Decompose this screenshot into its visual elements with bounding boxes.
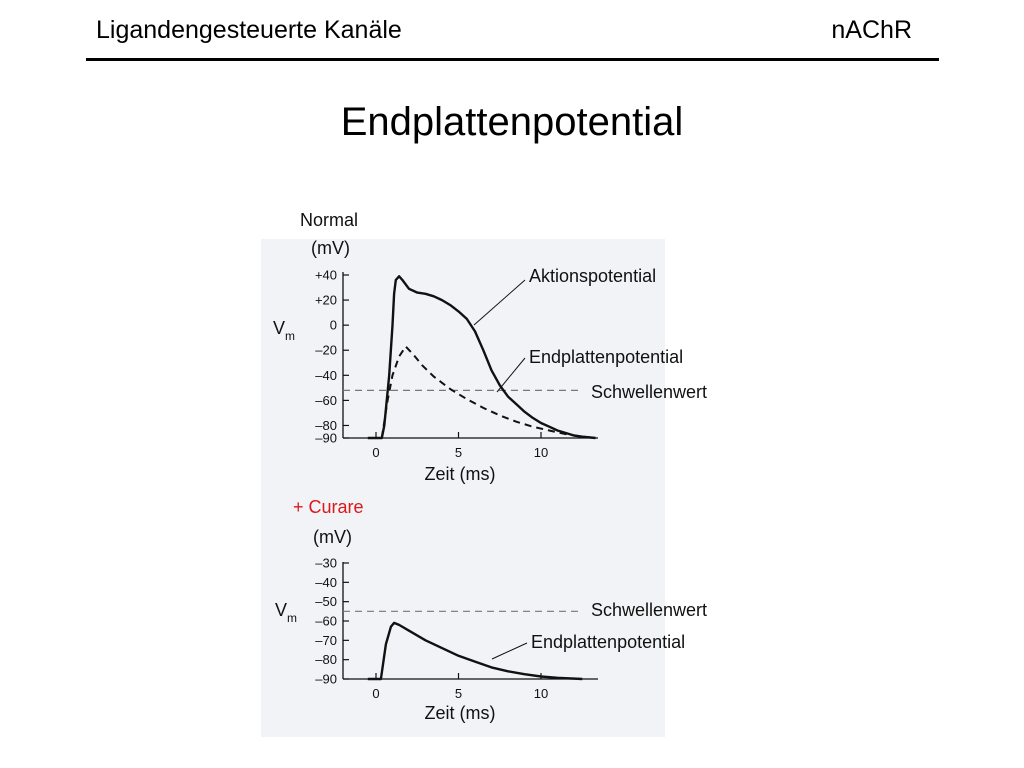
y-tick-label: –30 xyxy=(315,555,337,571)
annotation-aktionspotential: Aktionspotential xyxy=(529,266,657,286)
y-tick-label: –70 xyxy=(315,632,337,648)
x-tick-label: 5 xyxy=(454,445,463,460)
y-tick-label: –20 xyxy=(315,342,337,358)
x-tick-label: 0 xyxy=(372,686,380,701)
y-tick-label: –80 xyxy=(315,652,337,668)
y-label-v: V xyxy=(273,318,286,338)
y-tick-label: 0 xyxy=(329,317,337,333)
y-axis-label-curare xyxy=(275,600,297,625)
y-tick-label: –40 xyxy=(315,367,337,383)
x-tick-label: 5 xyxy=(454,686,463,701)
y-tick-label: +20 xyxy=(314,292,337,308)
x-axis-label-curare: Zeit (ms) xyxy=(424,703,496,723)
y-unit-curare: (mV) xyxy=(313,527,352,547)
header-topic: Ligandengesteuerte Kanäle xyxy=(96,16,402,44)
leader-endplattenpotential-curare xyxy=(492,643,527,659)
annotation-endplattenpotential-curare: Endplattenpotential xyxy=(531,632,686,652)
chart-normal xyxy=(273,210,707,484)
y-tick-label: –40 xyxy=(315,574,337,590)
threshold-label-curare: Schwellenwert xyxy=(591,600,708,620)
y-label-sub: m xyxy=(285,329,296,343)
y-unit-normal: (mV) xyxy=(311,238,350,258)
x-tick-label: 0 xyxy=(372,445,380,460)
panel-label-normal: Normal xyxy=(300,210,359,230)
y-label-v: V xyxy=(275,600,288,620)
y-label-sub: m xyxy=(287,611,298,625)
slide-title: Endplattenpotential xyxy=(340,100,684,144)
y-tick-label: –80 xyxy=(315,417,337,433)
threshold-label-normal: Schwellenwert xyxy=(591,382,708,402)
x-axis-label-normal: Zeit (ms) xyxy=(424,464,496,484)
x-tick-label: 10 xyxy=(533,686,549,701)
y-tick-label: –60 xyxy=(315,392,337,408)
y-tick-label: +40 xyxy=(314,267,337,283)
leader-aktionspotential xyxy=(474,280,525,325)
y-tick-label: –60 xyxy=(315,613,337,629)
header-abbreviation: nAChR xyxy=(831,16,912,44)
chart-curare xyxy=(275,497,707,723)
x-tick-label: 10 xyxy=(533,445,549,460)
panel-label-curare: + Curare xyxy=(293,497,364,517)
y-tick-label: –90 xyxy=(315,430,337,446)
y-tick-label: –50 xyxy=(315,594,337,610)
annotation-endplattenpotential-normal: Endplattenpotential xyxy=(529,347,684,367)
y-axis-label-normal xyxy=(273,318,295,343)
leader-endplattenpotential-normal xyxy=(497,358,525,392)
y-tick-label: –90 xyxy=(315,671,337,687)
